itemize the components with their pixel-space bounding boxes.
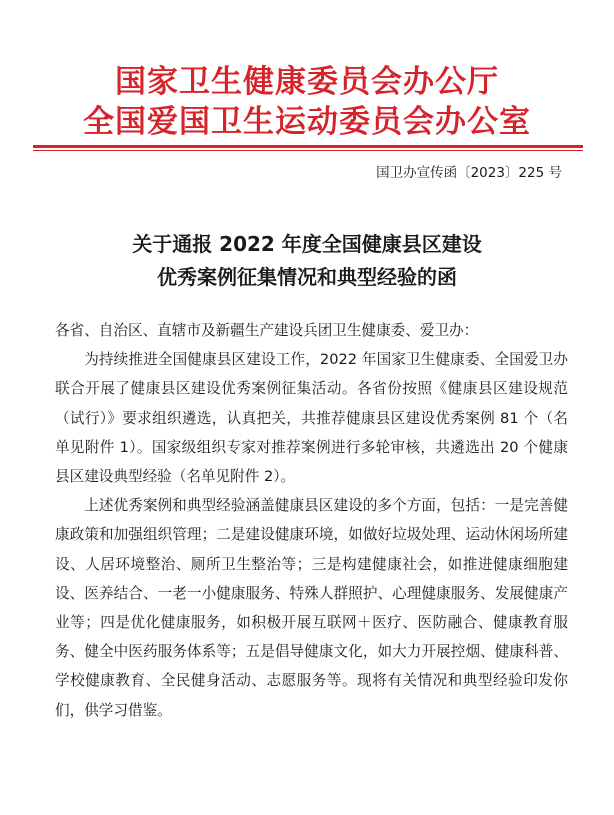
paragraph: 上述优秀案例和典型经验涵盖健康县区建设的多个方面，包括：一是完善健康政策和加强组织管理；二是建设健康环境，如做好垃圾处理、运动休闲场所建设、人居环境整治、厕所卫生整治等；三是构建健康社会，如推进健康细胞建设、医养结合、一老一小健康服务、特殊人群照护、心理健康服务、发展健康产业等；四是优化健康服务，如积极开展互联网＋医疗、医防融合、健康教育服务、健全中医药服务体系等；五是倡导健康文化，如大力开展控烟、健康科普、学校健康教育、全民健身活动、志愿服务等。现将有关情况和典型经验印发你们，供学习借鉴。 [55,497,568,719]
document-title [0,228,614,294]
header-rule-thick [33,145,583,148]
document-body [55,316,568,725]
title-line-2: 优秀案例征集情况和典型经验的函 [157,265,457,289]
salutation: 各省、自治区、直辖市及新疆生产建设兵团卫生健康委、爱卫办： [55,322,479,339]
document-number: 国卫办宣传函〔2023〕225 号 [376,165,562,181]
issuer-line-2: 全国爱国卫生运动委员会办公室 [83,104,531,140]
title-line-1: 关于通报 2022 年度全国健康县区建设 [132,232,482,256]
issuer-line-1: 国家卫生健康委员会办公厅 [115,64,499,100]
paragraph: 为持续推进全国健康县区建设工作，2022 年国家卫生健康委、全国爱卫办联合开展了健康县区建设优秀案例征集活动。各省份按照《健康县区建设规范（试行）》要求组织遴选，认真把关，共推荐健康县区建设优秀案例 81 个（名单见附件 1）。国家级组织专家对推荐案例进行多轮审核，共遴选出 20 个健康县区建设典型经验（名单见附件 2）。 [55,351,568,486]
issuer-header [0,62,614,142]
header-rule-thin [33,150,583,151]
